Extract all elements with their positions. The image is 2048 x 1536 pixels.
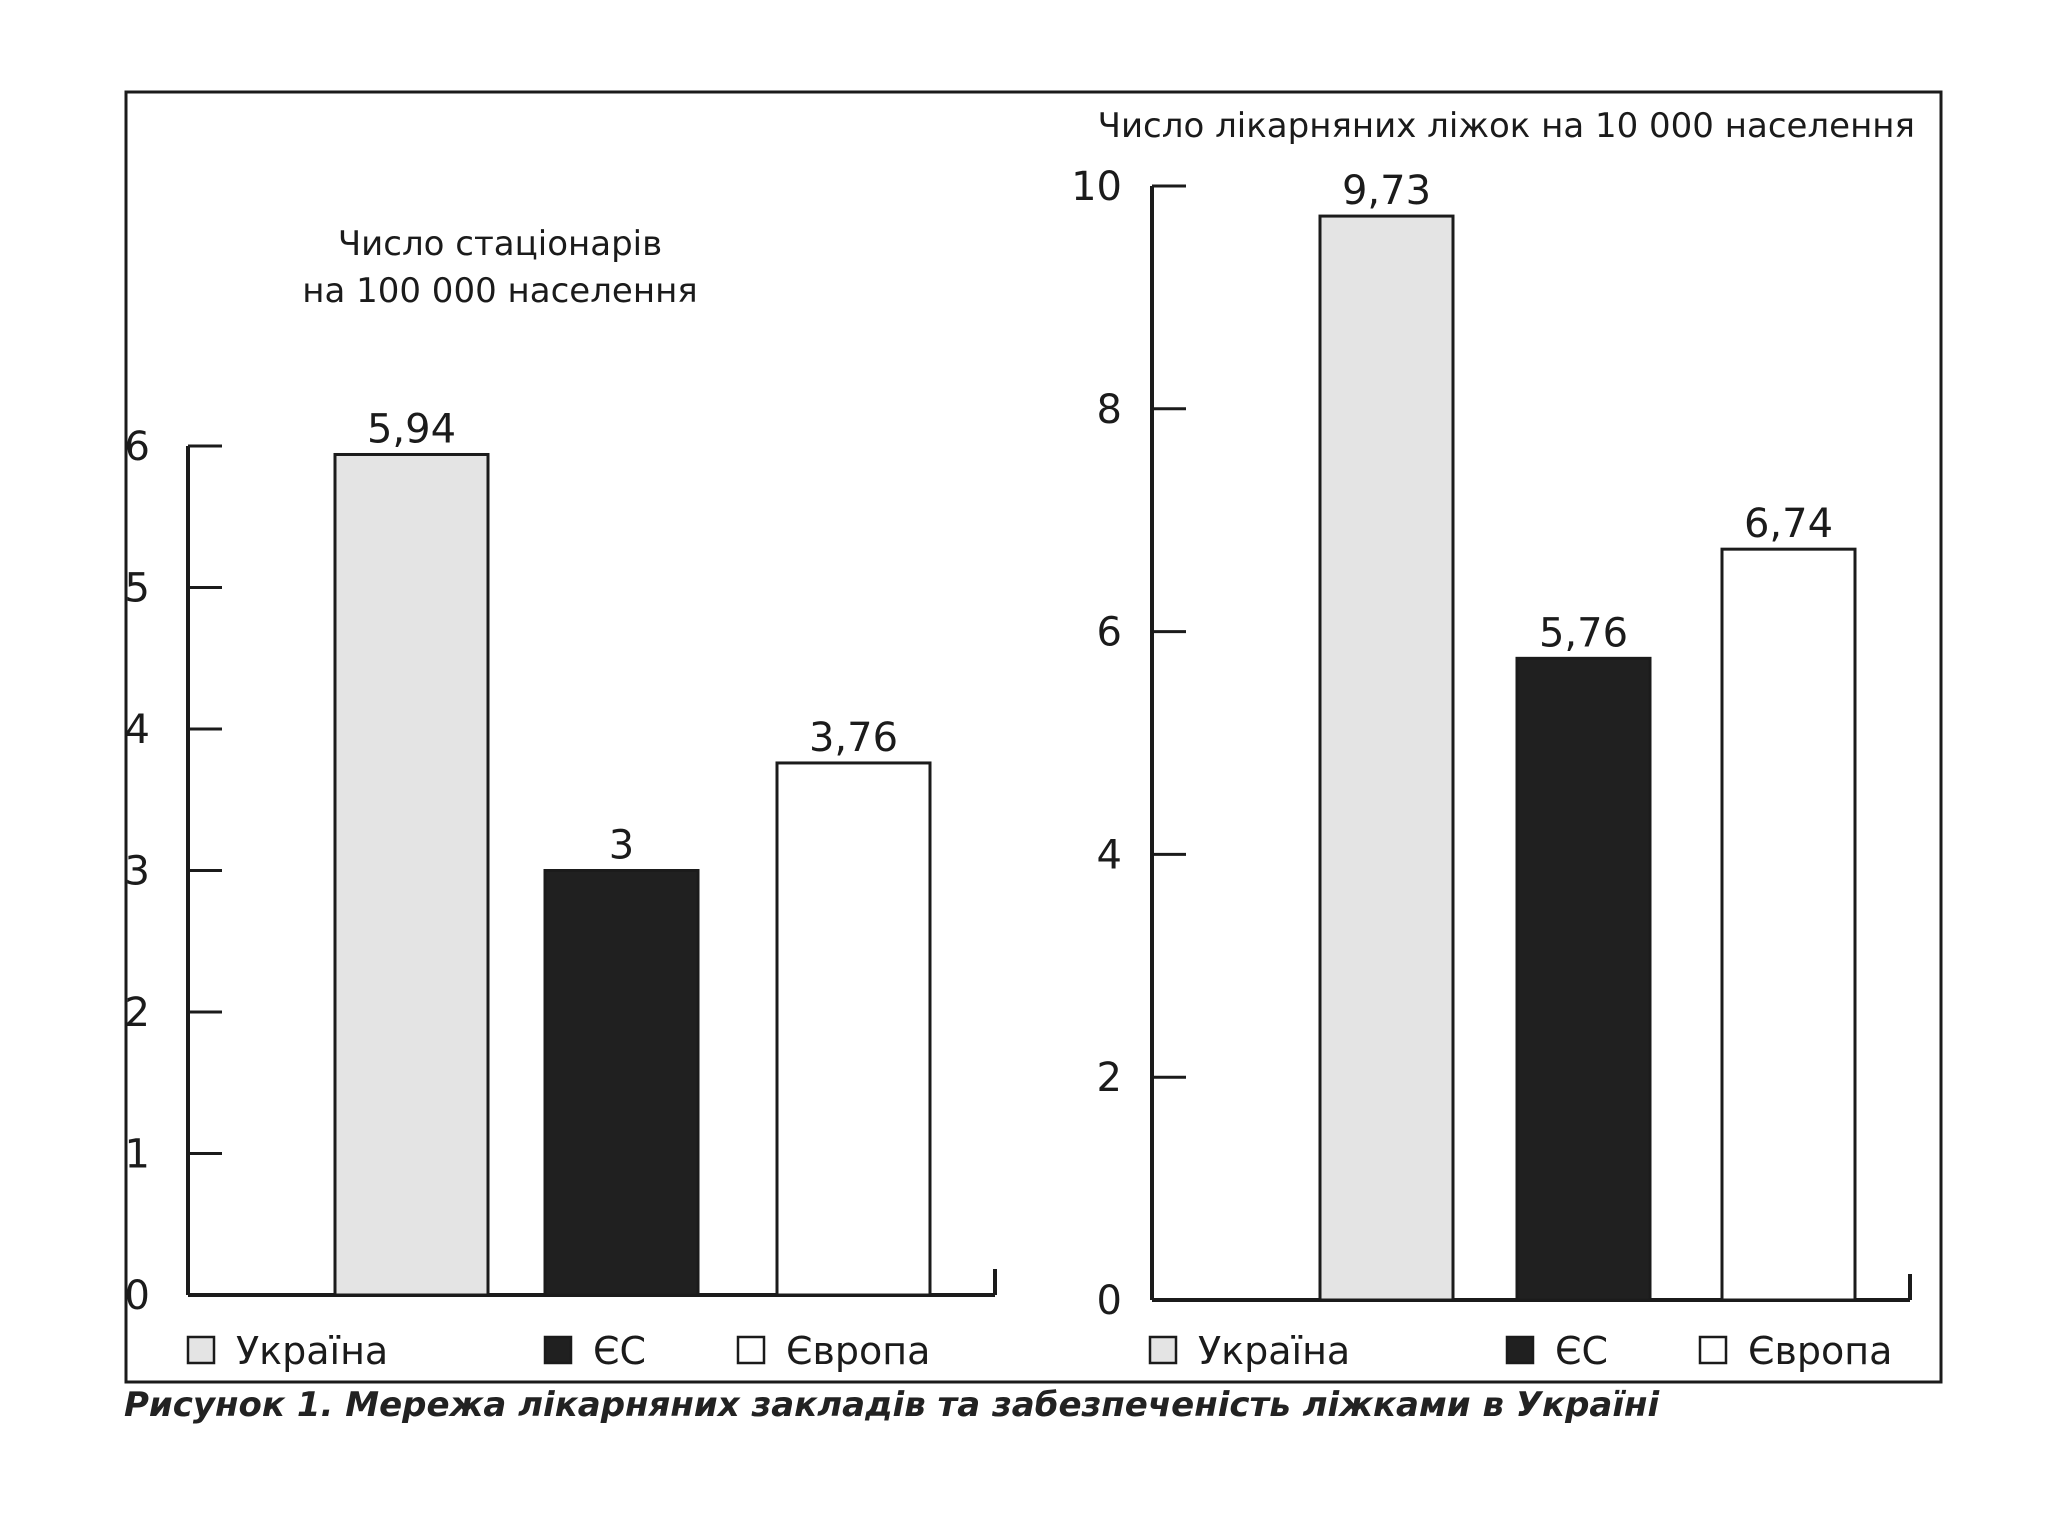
y-tick-label: 2: [124, 990, 150, 1036]
bar-value-label: 3: [608, 822, 635, 869]
y-tick-label: 10: [1071, 164, 1122, 210]
bar-value-label: 3,76: [808, 714, 899, 761]
legend-label: Україна: [236, 1329, 389, 1373]
legend-swatch: [738, 1337, 764, 1363]
chart-title-line: Число лікарняних ліжок на 10 000 населення: [1097, 106, 1915, 146]
y-tick-label: 5: [124, 565, 150, 612]
legend-label: ЄС: [1555, 1329, 1609, 1373]
legend-label: Європа: [1748, 1329, 1893, 1373]
y-tick-label: 0: [124, 1273, 150, 1319]
legend-swatch: [1700, 1337, 1726, 1363]
legend-swatch: [545, 1337, 571, 1363]
y-tick-label: 1: [124, 1131, 150, 1178]
bar-ukraine: [335, 454, 488, 1295]
bar-ukraine: [1320, 216, 1453, 1300]
bar-europe: [1722, 549, 1855, 1300]
y-tick-label: 4: [1096, 832, 1122, 879]
bar-europe: [777, 763, 930, 1295]
y-tick-label: 3: [124, 848, 150, 895]
bar-value-label: 9,73: [1341, 168, 1432, 215]
legend-swatch: [1150, 1337, 1176, 1363]
figure-caption: Рисунок 1. Мережа лікарняних закладів та забезпеченість ліжками в Україні: [124, 1385, 1660, 1425]
y-tick-label: 0: [1096, 1278, 1122, 1324]
bar-value-label: 5,94: [366, 406, 457, 453]
y-tick-label: 2: [1096, 1055, 1122, 1102]
chart-title-line: на 100 000 населення: [302, 271, 698, 311]
legend-swatch: [188, 1337, 214, 1363]
legend-label: Україна: [1198, 1329, 1351, 1373]
bar-value-label: 5,76: [1538, 610, 1629, 657]
legend-label: Європа: [786, 1329, 931, 1373]
y-tick-label: 6: [1096, 609, 1122, 656]
y-tick-label: 4: [124, 707, 150, 753]
bar-value-label: 6,74: [1743, 501, 1834, 548]
bar-eu: [1517, 658, 1650, 1300]
legend-swatch: [1507, 1337, 1533, 1363]
y-tick-label: 8: [1096, 386, 1122, 433]
y-tick-label: 6: [124, 424, 150, 470]
chart-title-line: Число стаціонарів: [337, 224, 663, 264]
bar-eu: [545, 871, 698, 1296]
legend-label: ЄС: [593, 1329, 647, 1373]
